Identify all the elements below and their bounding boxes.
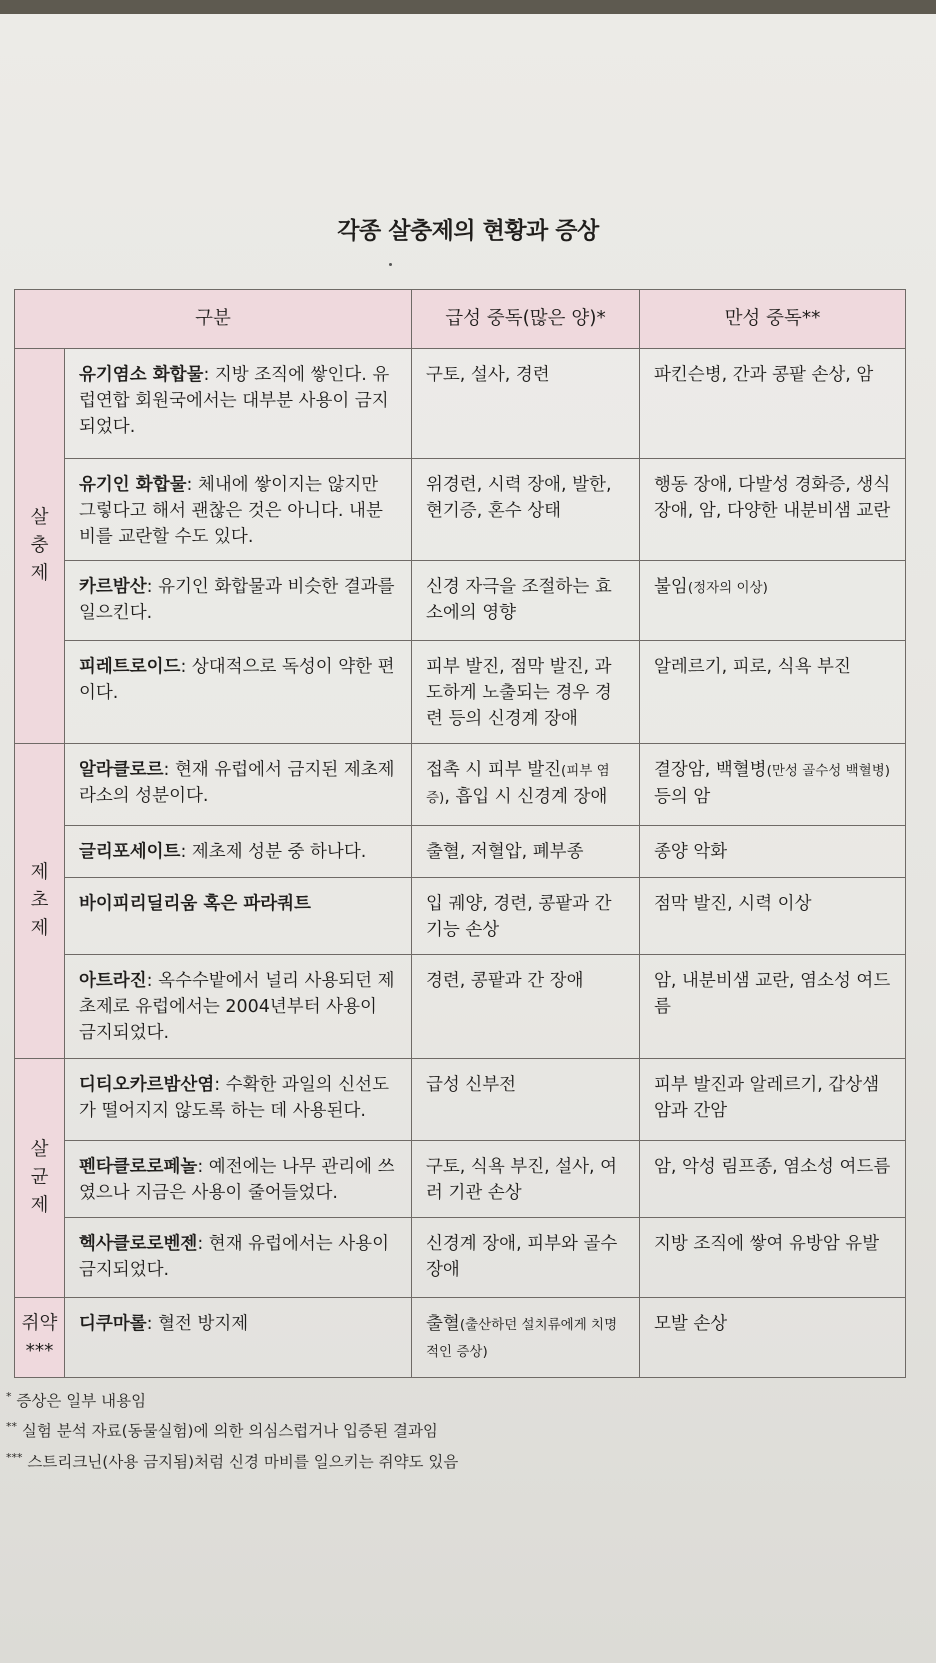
pesticide-cell	[65, 459, 412, 561]
category-label	[15, 744, 65, 1059]
footnote-1: * 증상은 일부 내용임	[6, 1389, 147, 1410]
chronic-cell	[640, 349, 906, 459]
category-label-char: 초	[30, 890, 49, 911]
chronic-cell	[640, 1298, 906, 1378]
acute-cell	[412, 1141, 640, 1218]
chronic-text: 결장암, 백혈병	[654, 760, 767, 780]
header-category: 구분	[15, 290, 412, 349]
pesticide-name: 펜타클로로페놀	[79, 1157, 198, 1177]
pesticide-name: 피레트로이드	[79, 657, 181, 677]
category-label	[15, 1059, 65, 1298]
chronic-tail: 등의 암	[654, 787, 711, 807]
chronic-cell	[640, 826, 906, 878]
category-label-char: 쥐약	[21, 1312, 58, 1334]
pesticide-cell	[65, 1059, 412, 1141]
table-row	[15, 349, 906, 459]
table-row	[15, 955, 906, 1059]
pesticide-desc: : 제초제 성분 중 하나다.	[180, 842, 367, 862]
acute-text: 신경계 장애, 피부와 골수 장애	[426, 1234, 618, 1280]
chronic-note: (만성 골수성 백혈병)	[766, 763, 891, 779]
pesticide-desc: : 현재 유럽에서는 사용이 금지되었다.	[79, 1234, 389, 1280]
chronic-text: 암, 악성 림프종, 염소성 여드름	[654, 1157, 891, 1177]
pesticide-name: 유기염소 화합물	[79, 365, 204, 385]
table-row	[15, 459, 906, 561]
chronic-cell	[640, 744, 906, 826]
pesticide-cell	[65, 878, 412, 955]
pesticide-cell	[65, 561, 412, 641]
pesticide-desc: : 수확한 과일의 신선도가 떨어지지 않도록 하는 데 사용된다.	[79, 1075, 389, 1121]
footnote-3: *** 스트리크닌(사용 금지됨)처럼 신경 마비를 일으키는 쥐약도 있음	[6, 1450, 459, 1471]
acute-text: 급성 신부전	[426, 1075, 517, 1095]
title-dot	[389, 263, 392, 266]
chronic-cell	[640, 1059, 906, 1141]
pesticide-cell	[65, 744, 412, 826]
pesticide-name: 헥사클로로벤젠	[79, 1234, 198, 1254]
pesticide-desc: : 지방 조직에 쌓인다. 유럽연합 회원국에서는 대부분 사용이 금지되었다.	[79, 365, 390, 437]
chronic-cell	[640, 1218, 906, 1298]
pesticide-desc: : 옥수수밭에서 널리 사용되던 제초제로 유럽에서는 2004년부터 사용이 금지되었다.	[79, 971, 395, 1043]
acute-cell	[412, 955, 640, 1059]
acute-text: 접촉 시 피부 발진	[426, 760, 562, 780]
acute-cell	[412, 349, 640, 459]
chronic-text: 암, 내분비샘 교란, 염소성 여드름	[654, 971, 891, 1017]
pesticide-name: 카르밤산	[79, 577, 147, 597]
chronic-cell	[640, 561, 906, 641]
chronic-cell	[640, 641, 906, 744]
category-label-char: 균	[30, 1167, 49, 1188]
acute-text: 출혈	[426, 1314, 460, 1334]
table-title: 각종 살충제의 현황과 증상	[337, 218, 599, 244]
acute-text: 경련, 콩팥과 간 장애	[426, 971, 584, 991]
pesticide-name: 유기인 화합물	[79, 475, 187, 495]
chronic-text: 파킨슨병, 간과 콩팥 손상, 암	[654, 365, 874, 385]
chronic-cell	[640, 878, 906, 955]
chronic-cell	[640, 459, 906, 561]
category-label-char: 제	[30, 1195, 49, 1216]
acute-note: (피부 염증)	[426, 763, 610, 806]
table-row	[15, 641, 906, 744]
pesticide-cell	[65, 826, 412, 878]
table-row	[15, 826, 906, 878]
pesticide-table	[14, 289, 906, 1378]
chronic-text: 모발 손상	[654, 1314, 728, 1334]
header-chronic: 만성 중독**	[640, 290, 906, 349]
acute-text: 구토, 설사, 경련	[426, 365, 550, 385]
category-label-char: 제	[30, 563, 49, 584]
chronic-cell	[640, 955, 906, 1059]
category-label-char: 충	[30, 535, 49, 556]
header-acute: 급성 중독(많은 양)*	[412, 290, 640, 349]
acute-tail: , 흡입 시 신경계 장애	[444, 787, 608, 807]
pesticide-desc: : 유기인 화합물과 비슷한 결과를 일으킨다.	[79, 577, 395, 623]
pesticide-cell	[65, 1218, 412, 1298]
chronic-text: 종양 악화	[654, 842, 728, 862]
chronic-text: 지방 조직에 쌓여 유방암 유발	[654, 1234, 880, 1254]
table-row	[15, 1218, 906, 1298]
category-label-char: 제	[30, 918, 49, 939]
category-label-char: 살	[30, 507, 49, 528]
acute-cell	[412, 641, 640, 744]
pesticide-cell	[65, 955, 412, 1059]
pesticide-desc: : 현재 유럽에서 금지된 제초제 라소의 성분이다.	[79, 760, 395, 806]
pesticide-name: 글리포세이트	[79, 842, 181, 862]
pesticide-desc: : 상대적으로 독성이 약한 편이다.	[79, 657, 395, 703]
table-row	[15, 561, 906, 641]
acute-cell	[412, 1059, 640, 1141]
chronic-text: 불임	[654, 577, 688, 597]
table-row	[15, 744, 906, 826]
acute-cell	[412, 744, 640, 826]
header-row	[15, 290, 906, 349]
category-label	[15, 349, 65, 744]
pesticide-cell	[65, 641, 412, 744]
acute-cell	[412, 1218, 640, 1298]
table-row	[15, 878, 906, 955]
pesticide-desc: : 예전에는 나무 관리에 쓰였으나 지금은 사용이 줄어들었다.	[79, 1157, 395, 1203]
acute-note: (출산하던 설치류에게 치명적인 증상)	[426, 1317, 618, 1360]
acute-text: 출혈, 저혈압, 폐부종	[426, 842, 584, 862]
category-label-char: 살	[30, 1139, 49, 1160]
acute-text: 구토, 식욕 부진, 설사, 여러 기관 손상	[426, 1157, 618, 1203]
acute-text: 위경련, 시력 장애, 발한, 현기증, 혼수 상태	[426, 475, 612, 521]
pesticide-name: 알라클로르	[79, 760, 164, 780]
chronic-text: 행동 장애, 다발성 경화증, 생식 장애, 암, 다양한 내분비샘 교란	[654, 475, 891, 521]
pesticide-desc: : 혈전 방지제	[146, 1314, 249, 1334]
table-row	[15, 1298, 906, 1378]
chronic-cell	[640, 1141, 906, 1218]
acute-text: 입 궤양, 경련, 콩팥과 간 기능 손상	[426, 894, 612, 940]
category-label-char: 제	[30, 862, 49, 883]
table-row	[15, 1059, 906, 1141]
footnote-2: ** 실험 분석 자료(동물실험)에 의한 의심스럽거나 입증된 결과임	[6, 1419, 438, 1440]
pesticide-name: 디쿠마롤	[79, 1314, 147, 1334]
pesticide-cell	[65, 1141, 412, 1218]
category-label-char: ***	[25, 1340, 54, 1362]
acute-cell	[412, 1298, 640, 1378]
category-label	[15, 1298, 65, 1378]
pesticide-desc: : 체내에 쌓이지는 않지만 그렇다고 해서 괜찮은 것은 아니다. 내분비를 교란할 수도 있다.	[79, 475, 383, 547]
chronic-text: 점막 발진, 시력 이상	[654, 894, 812, 914]
acute-text: 신경 자극을 조절하는 효소에의 영향	[426, 577, 612, 623]
chronic-note: (정자의 이상)	[687, 580, 768, 596]
chronic-text: 피부 발진과 알레르기, 갑상샘암과 간암	[654, 1075, 880, 1121]
acute-text: 피부 발진, 점막 발진, 과도하게 노출되는 경우 경련 등의 신경계 장애	[426, 657, 612, 729]
acute-cell	[412, 878, 640, 955]
acute-cell	[412, 826, 640, 878]
pesticide-cell	[65, 1298, 412, 1378]
pesticide-name: 아트라진	[79, 971, 147, 991]
pesticide-name: 디티오카르밤산염	[79, 1075, 215, 1095]
chronic-text: 알레르기, 피로, 식욕 부진	[654, 657, 851, 677]
pesticide-cell	[65, 349, 412, 459]
table-row	[15, 1141, 906, 1218]
acute-cell	[412, 561, 640, 641]
pesticide-name: 바이피리딜리움 혹은 파라쿼트	[79, 894, 311, 914]
acute-cell	[412, 459, 640, 561]
